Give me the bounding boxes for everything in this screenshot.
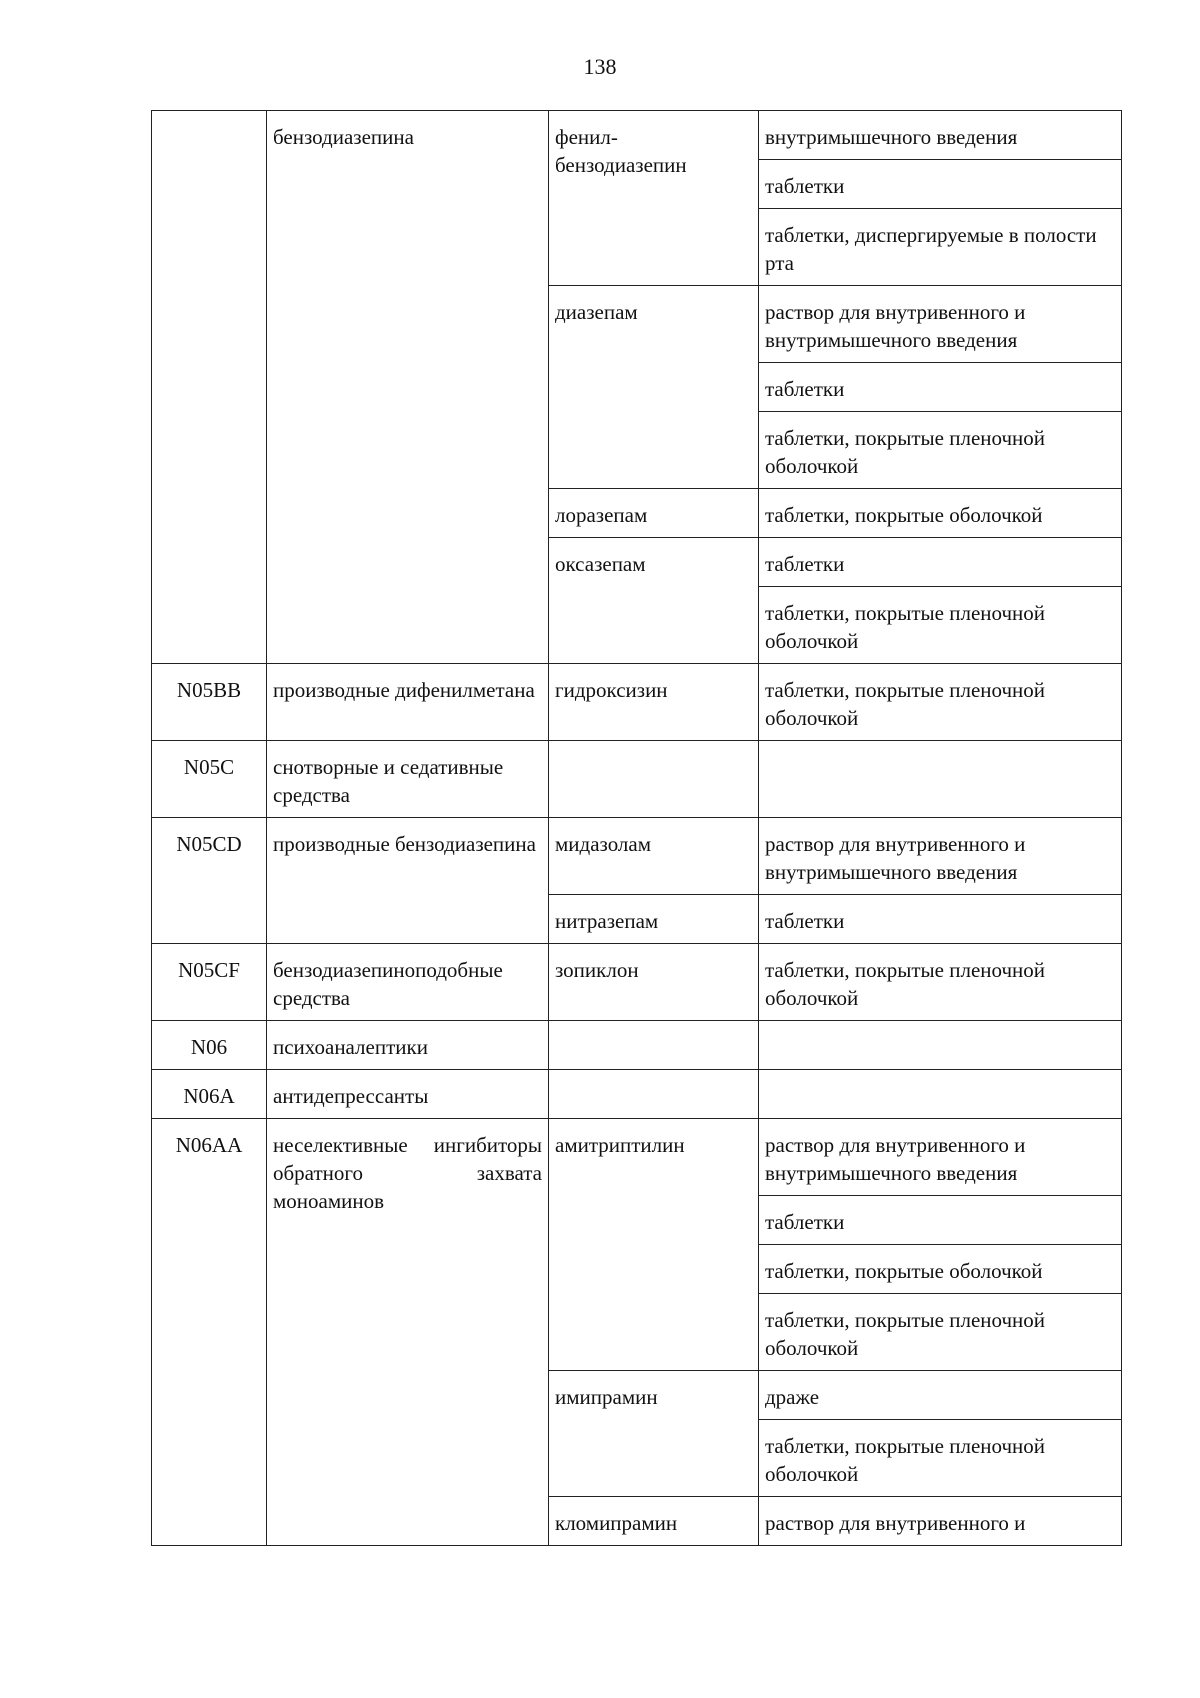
drug-table-body [152, 111, 1122, 1546]
dosage-form-cell: таблетки [759, 160, 1122, 209]
atc-code-cell: N06 [152, 1021, 267, 1070]
dosage-form-cell: таблетки, покрытые пленочной оболочкой [759, 587, 1122, 664]
substance-cell: фенил- бензодиазепин [549, 111, 759, 286]
dosage-form-cell [759, 1070, 1122, 1119]
atc-code-cell: N06AA [152, 1119, 267, 1546]
dosage-form-cell: таблетки, покрытые пленочной оболочкой [759, 944, 1122, 1021]
table-row [152, 664, 1122, 741]
substance-cell: имипрамин [549, 1371, 759, 1497]
atc-code-cell: N05C [152, 741, 267, 818]
table-row [152, 1070, 1122, 1119]
anatomical-group-cell: производные дифенилметана [267, 664, 549, 741]
table-row [152, 818, 1122, 895]
anatomical-group-cell: неселективные ингибиторы обратного захвата моноаминов [267, 1119, 549, 1546]
anatomical-group-cell: бензодиазепиноподобные средства [267, 944, 549, 1021]
table-row [152, 111, 1122, 160]
dosage-form-cell: раствор для внутривенного и внутримышечного введения [759, 286, 1122, 363]
anatomical-group-cell: производные бензодиазепина [267, 818, 549, 944]
dosage-form-cell: таблетки, покрытые оболочкой [759, 489, 1122, 538]
atc-code-cell: N05CF [152, 944, 267, 1021]
dosage-form-cell: таблетки, покрытые оболочкой [759, 1245, 1122, 1294]
substance-cell: оксазепам [549, 538, 759, 664]
dosage-form-cell: внутримышечного введения [759, 111, 1122, 160]
dosage-form-cell: таблетки [759, 538, 1122, 587]
dosage-form-cell: раствор для внутривенного и внутримышечного введения [759, 818, 1122, 895]
dosage-form-cell: таблетки [759, 1196, 1122, 1245]
table-row [152, 1021, 1122, 1070]
substance-cell: мидазолам [549, 818, 759, 895]
table-row [152, 741, 1122, 818]
dosage-form-cell [759, 1021, 1122, 1070]
substance-cell: нитразепам [549, 895, 759, 944]
dosage-form-cell: таблетки [759, 895, 1122, 944]
dosage-form-cell: таблетки, покрытые пленочной оболочкой [759, 1420, 1122, 1497]
page-number: 138 [583, 54, 617, 79]
anatomical-group-cell: психоаналептики [267, 1021, 549, 1070]
substance-cell: диазепам [549, 286, 759, 489]
substance-cell: зопиклон [549, 944, 759, 1021]
dosage-form-cell: раствор для внутривенного и [759, 1497, 1122, 1546]
dosage-form-cell: раствор для внутривенного и внутримышечного введения [759, 1119, 1122, 1196]
atc-code-cell: N06A [152, 1070, 267, 1119]
dosage-form-cell: драже [759, 1371, 1122, 1420]
substance-cell [549, 741, 759, 818]
substance-cell: амитриптилин [549, 1119, 759, 1371]
dosage-form-cell: таблетки [759, 363, 1122, 412]
substance-cell [549, 1021, 759, 1070]
atc-code-cell: N05BB [152, 664, 267, 741]
atc-code-cell [152, 111, 267, 664]
dosage-form-cell: таблетки, покрытые пленочной оболочкой [759, 412, 1122, 489]
drug-table [151, 110, 1122, 1546]
dosage-form-cell [759, 741, 1122, 818]
substance-cell: гидроксизин [549, 664, 759, 741]
table-row [152, 944, 1122, 1021]
dosage-form-cell: таблетки, диспергируемые в полости рта [759, 209, 1122, 286]
substance-cell [549, 1070, 759, 1119]
anatomical-group-cell: снотворные и седативные средства [267, 741, 549, 818]
atc-code-cell: N05CD [152, 818, 267, 944]
dosage-form-cell: таблетки, покрытые пленочной оболочкой [759, 1294, 1122, 1371]
substance-cell: кломипрамин [549, 1497, 759, 1546]
substance-cell: лоразепам [549, 489, 759, 538]
table-row [152, 1119, 1122, 1196]
anatomical-group-cell: антидепрессанты [267, 1070, 549, 1119]
anatomical-group-cell: бензодиазепина [267, 111, 549, 664]
dosage-form-cell: таблетки, покрытые пленочной оболочкой [759, 664, 1122, 741]
